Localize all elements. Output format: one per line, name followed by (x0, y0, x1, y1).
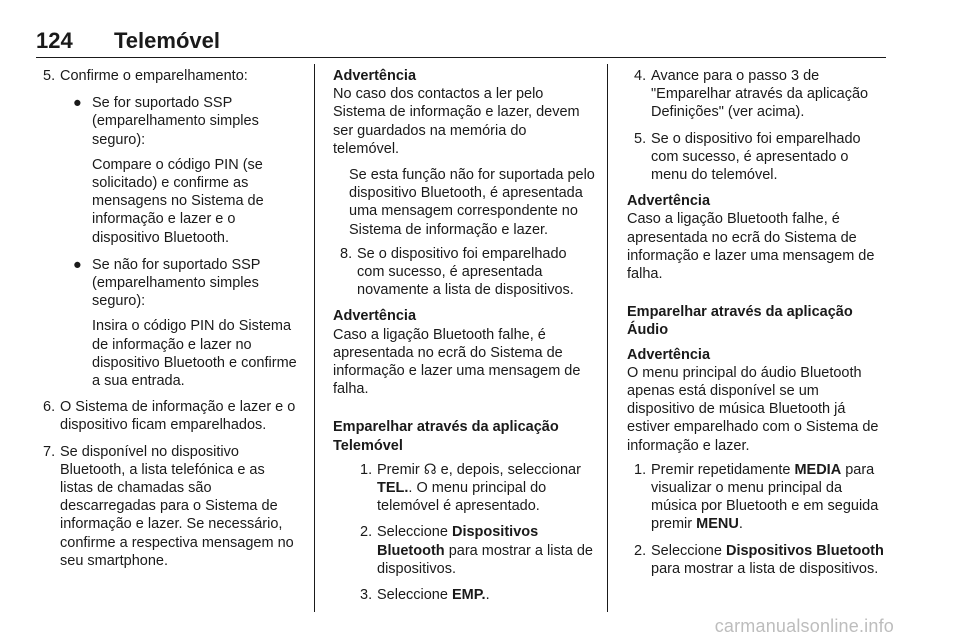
step-number: 3. (360, 587, 373, 604)
step-text: . O menu principal do telemóvel é apresentado. (377, 480, 547, 515)
step-item (353, 586, 595, 604)
watermark: carmanualsonline.info (714, 616, 894, 636)
bullet-icon: ● (73, 256, 82, 273)
step-text: para visualizar o menu principal da música por Bluetooth e em seguida premir (651, 461, 879, 533)
item-text: Avance para o passo 3 de "Emparelhar através da aplicação Definições" (ver acima). (651, 68, 869, 121)
section-title: Emparelhar através da aplicação Telemóvel (333, 419, 559, 454)
note-box (333, 307, 595, 398)
step-item (627, 461, 887, 534)
item-number: 5. (43, 68, 56, 84)
bullet-item (60, 256, 300, 311)
step-text: e, depois, seleccionar (440, 461, 581, 478)
step-number: 1. (360, 461, 373, 478)
step-number: 2. (360, 524, 373, 541)
step-text: Seleccione (651, 542, 722, 559)
step-text: para mostrar a lista de dispositivos. (651, 560, 879, 577)
step-text: Seleccione (377, 587, 448, 604)
item-number: 6. (43, 399, 56, 416)
menu-label: TEL. (377, 480, 409, 497)
note-text: No caso dos contactos a ler pelo Sistema de informação e lazer, devem ser guardados na memória do telemóvel. (333, 86, 580, 157)
step-item (353, 461, 595, 516)
step-text: para mostrar a lista de dispositivos. (377, 542, 593, 577)
note-title: Advertência (333, 308, 417, 325)
note-box (627, 346, 887, 455)
list-item (36, 443, 300, 570)
step-text: . (485, 587, 490, 604)
column-3 (627, 67, 887, 586)
menu-label: EMP. (451, 587, 486, 604)
step-item (627, 542, 887, 578)
note-text: Caso a ligação Bluetooth falhe, é apresentada no ecrã do Sistema de informação e lazer uma mensagem de falha. (627, 211, 875, 283)
note-title: Advertência (627, 346, 711, 363)
list-item (627, 67, 887, 122)
note-title: Advertência (627, 193, 711, 210)
step-number: 2. (634, 542, 647, 559)
page-number: 124 (36, 28, 73, 53)
list-item (627, 130, 887, 185)
step-text: Premir (377, 461, 420, 478)
page-header (36, 28, 886, 54)
column-2 (333, 67, 595, 612)
header-rule (36, 57, 886, 58)
menu-label: Dispositivos Bluetooth (725, 542, 884, 559)
note-text: Caso a ligação Bluetooth falhe, é apresentada no ecrã do Sistema de informação e lazer uma mensagem de falha. (333, 326, 581, 398)
item-text: Se o dispositivo foi emparelhado com sucesso, é apresentada novamente a lista de dispositivos. (357, 245, 574, 299)
bullet-detail: Insira o código PIN do Sistema de informação e lazer no dispositivo Bluetooth e confirme a sua entrada. (92, 318, 297, 390)
bullet-text: Se não for suportado SSP (emparelhamento simples seguro): (92, 256, 261, 310)
bullet-detail: Compare o código PIN (se solicitado) e confirme as mensagens no Sistema de informação e lazer e o dispositivo Bluetooth. (92, 156, 264, 246)
list-item (36, 398, 300, 434)
phone-icon: ☊ (423, 461, 437, 478)
item-number: 8. (340, 245, 353, 262)
item-text: Confirme o emparelhamento: (60, 68, 248, 84)
button-label: MEDIA (794, 461, 842, 478)
list-item (333, 245, 595, 300)
item-number: 7. (43, 443, 56, 460)
column-divider-2 (607, 64, 608, 612)
step-text: . (738, 516, 743, 533)
item-number: 4. (634, 68, 647, 84)
bullet-icon: ● (73, 95, 82, 112)
note-title: Advertência (333, 68, 417, 84)
bullet-item (60, 94, 300, 149)
column-divider-1 (314, 64, 315, 612)
bullet-text: Se for suportado SSP (emparelhamento simples seguro): (92, 95, 259, 148)
chapter-title: Telemóvel (114, 28, 220, 53)
note-box (333, 67, 595, 239)
item-text: Se o dispositivo foi emparelhado com sucesso, é apresentado o menu do telemóvel. (651, 130, 861, 184)
list-item (36, 67, 300, 390)
item-text: Se disponível no dispositivo Bluetooth, a lista telefónica e as listas de chamadas são descarregadas para o Sistema de informação e lazer. Se necessário, confirme a respectiva mensagem no seu smartphone. (60, 443, 294, 569)
column-1 (36, 67, 300, 578)
step-item (353, 523, 595, 578)
button-label: MENU (696, 516, 739, 533)
step-number: 1. (634, 461, 647, 478)
item-number: 5. (634, 130, 647, 147)
section-title: Emparelhar através da aplicação Áudio (627, 304, 853, 339)
note-indented-text: Se esta função não for suportada pelo dispositivo Bluetooth, é apresentada uma mensagem correspondente no Sistema de informação e lazer. (349, 167, 595, 238)
menu-label: Dispositivos Bluetooth (377, 524, 539, 559)
note-text: O menu principal do áudio Bluetooth apenas está disponível se um dispositivo de música Bluetooth já estiver emparelhado com o Sistema de informação e lazer. (627, 364, 879, 454)
note-box (627, 192, 887, 283)
step-text: Seleccione (377, 524, 448, 541)
item-text: O Sistema de informação e lazer e o dispositivo ficam emparelhados. (60, 399, 296, 434)
step-text: Premir repetidamente (651, 461, 791, 478)
